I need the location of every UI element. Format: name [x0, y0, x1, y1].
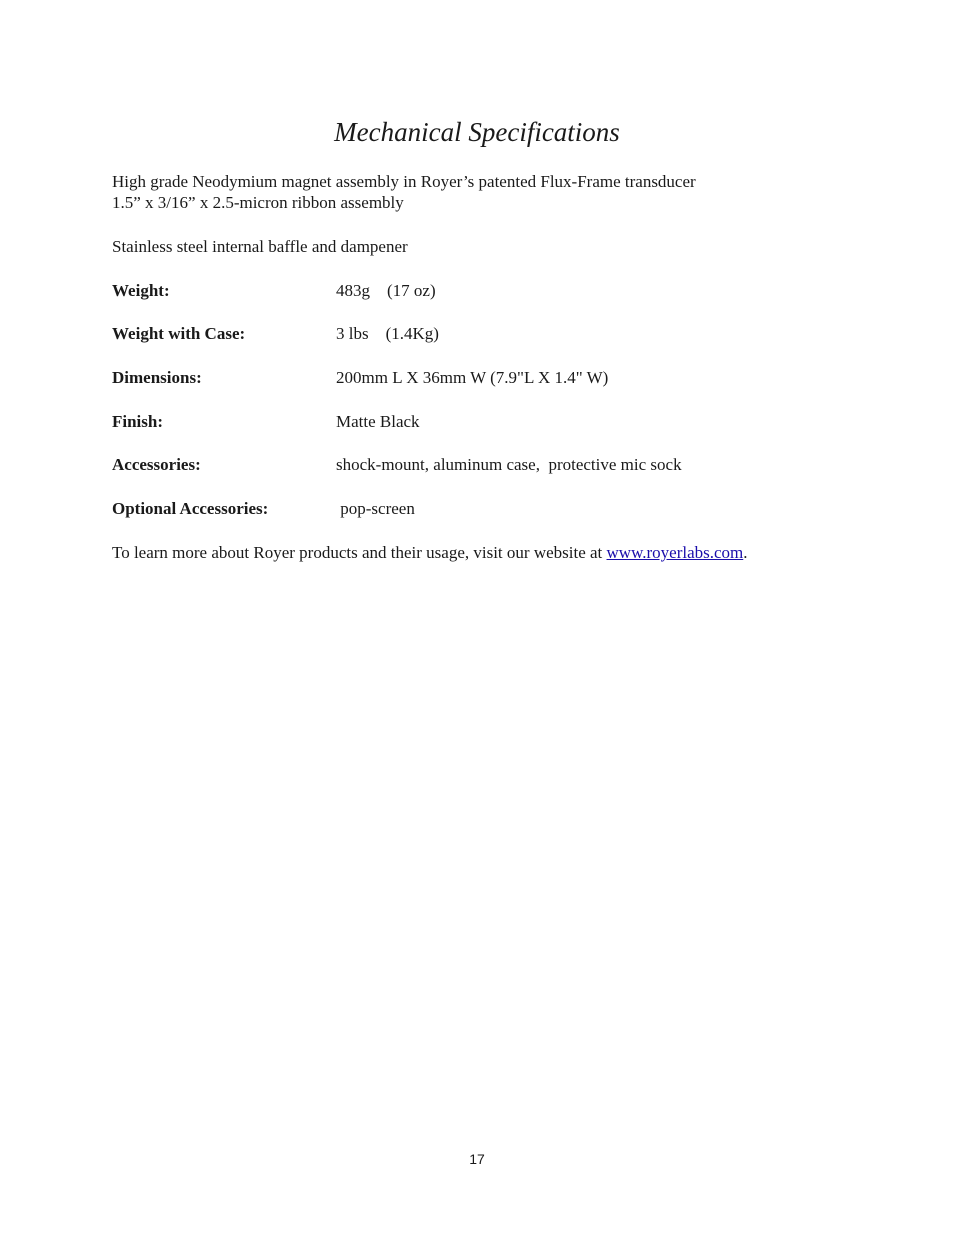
spec-label: Finish: [112, 412, 164, 431]
spec-value: 3 lbs (1.4Kg) [336, 324, 439, 343]
spec-row-dimensions [112, 367, 872, 388]
intro-line-2: 1.5” x 3/16” x 2.5-micron ribbon assembly [112, 193, 404, 212]
spec-value: 483g (17 oz) [336, 281, 436, 300]
intro-paragraph [112, 171, 696, 213]
spec-label: Optional Accessories: [112, 499, 269, 518]
intro-line-1: High grade Neodymium magnet assembly in Royer’s patented Flux-Frame transducer [112, 172, 696, 191]
website-sentence-prefix: To learn more about Royer products and their usage, visit our website at [112, 543, 607, 562]
spec-value: shock-mount, aluminum case, protective mic sock [336, 455, 682, 474]
spec-label: Weight with Case: [112, 324, 246, 343]
baffle-paragraph: Stainless steel internal baffle and dampener [112, 237, 408, 256]
website-sentence-suffix: . [743, 543, 748, 562]
spec-row-optional-accessories [112, 498, 872, 519]
spec-label: Accessories: [112, 455, 201, 474]
spec-row-weight-with-case [112, 323, 872, 344]
spec-value: pop-screen [336, 499, 415, 518]
spec-row-accessories [112, 454, 872, 475]
spec-row-finish [112, 411, 872, 432]
website-link[interactable]: www.royerlabs.com [606, 543, 744, 562]
spec-value: Matte Black [336, 412, 420, 431]
page-title: Mechanical Specifications [334, 117, 620, 147]
spec-label: Weight: [112, 281, 170, 300]
website-sentence [112, 542, 748, 563]
page-number: 17 [469, 1151, 485, 1167]
spec-value: 200mm L X 36mm W (7.9"L X 1.4" W) [336, 368, 609, 387]
spec-label: Dimensions: [112, 368, 202, 387]
spec-row-weight [112, 280, 872, 301]
